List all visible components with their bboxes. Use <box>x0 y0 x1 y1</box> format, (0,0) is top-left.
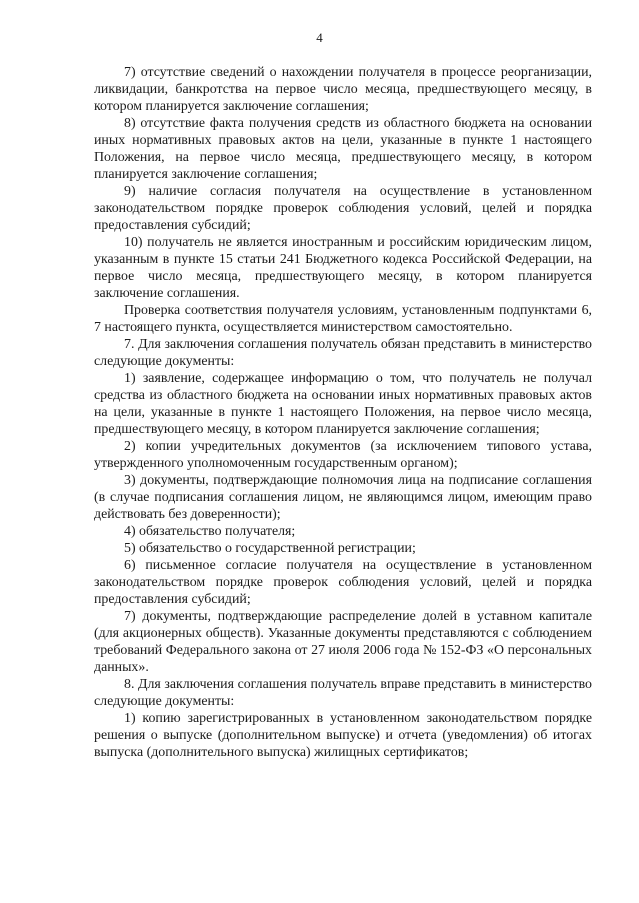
page-number: 4 <box>316 30 323 45</box>
paragraph-item-10-not-foreign-entity: 10) получатель не является иностранным и российским юридическим лицом, указанным в пункте 15 статьи 241 Бюджетного кодекса Российской Федерации, на первое число месяца, предшествующего месяцу, в котором планируется заключение соглашения. <box>94 235 592 301</box>
paragraph-doc-2-founding-documents: 2) копии учредительных документов (за исключением типового устава, утвержденного уполномоченным государственным органом); <box>94 439 592 471</box>
paragraph-doc-4-obligation: 4) обязательство получателя; <box>124 524 296 539</box>
paragraph-item-9-consent-to-audits: 9) наличие согласия получателя на осуществление в установленном законодательством порядке проверок соблюдения условий, целей и порядка предоставления субсидий; <box>94 184 592 233</box>
paragraph-verification-note: Проверка соответствия получателя условиям, установленным подпунктами 6, 7 настоящего пункта, осуществляется министерством самостоятельно. <box>94 303 592 335</box>
document-body <box>94 64 592 761</box>
paragraph-doc-6-written-consent: 6) письменное согласие получателя на осуществление в установленном законодательством порядке проверок соблюдения условий, целей и порядка предоставления субсидий; <box>94 558 592 607</box>
paragraph-item-8-no-other-funding: 8) отсутствие факта получения средств из областного бюджета на основании иных нормативных правовых актов на цели, указанные в пункте 1 настоящего Положения, на первое число месяца, предшествующего месяцу, в котором планируется заключение соглашения; <box>94 116 592 182</box>
paragraph-section-8-optional-documents: 8. Для заключения соглашения получатель вправе представить в министерство следующие документы: <box>94 677 592 709</box>
paragraph-doc-1-application: 1) заявление, содержащее информацию о том, что получатель не получал средства из областного бюджета на основании иных нормативных правовых актов на цели, указанные в пункте 1 настоящего Положения, на первое число месяца, предшествующего месяцу, в котором планируется заключение соглашения; <box>94 371 592 437</box>
paragraph-optional-doc-1-certificates: 1) копию зарегистрированных в установленном законодательством порядке решения о выпуске (дополнительном выпуске) и отчета (уведомления) об итогах выпуска (дополнительного выпуска) жилищных сертификатов; <box>94 711 592 760</box>
paragraph-doc-7-share-distribution: 7) документы, подтверждающие распределение долей в уставном капитале (для акционерных обществ). Указанные документы представляются с соблюдением требований Федерального закона от 27 июля 2006 года № 152-ФЗ «О персональных данных». <box>94 609 592 675</box>
paragraph-section-7-required-documents: 7. Для заключения соглашения получатель обязан представить в министерство следующие документы: <box>94 337 592 369</box>
paragraph-doc-5-registration-obligation: 5) обязательство о государственной регистрации; <box>124 541 416 556</box>
paragraph-doc-3-authority-documents: 3) документы, подтверждающие полномочия лица на подписание соглашения (в случае подписания соглашения лицом, не являющимся лицом, имеющим право действовать без доверенности); <box>94 473 592 522</box>
paragraph-item-7-no-reorganization: 7) отсутствие сведений о нахождении получателя в процессе реорганизации, ликвидации, банкротства на первое число месяца, предшествующего месяцу, в котором планируется заключение соглашения; <box>94 65 592 114</box>
